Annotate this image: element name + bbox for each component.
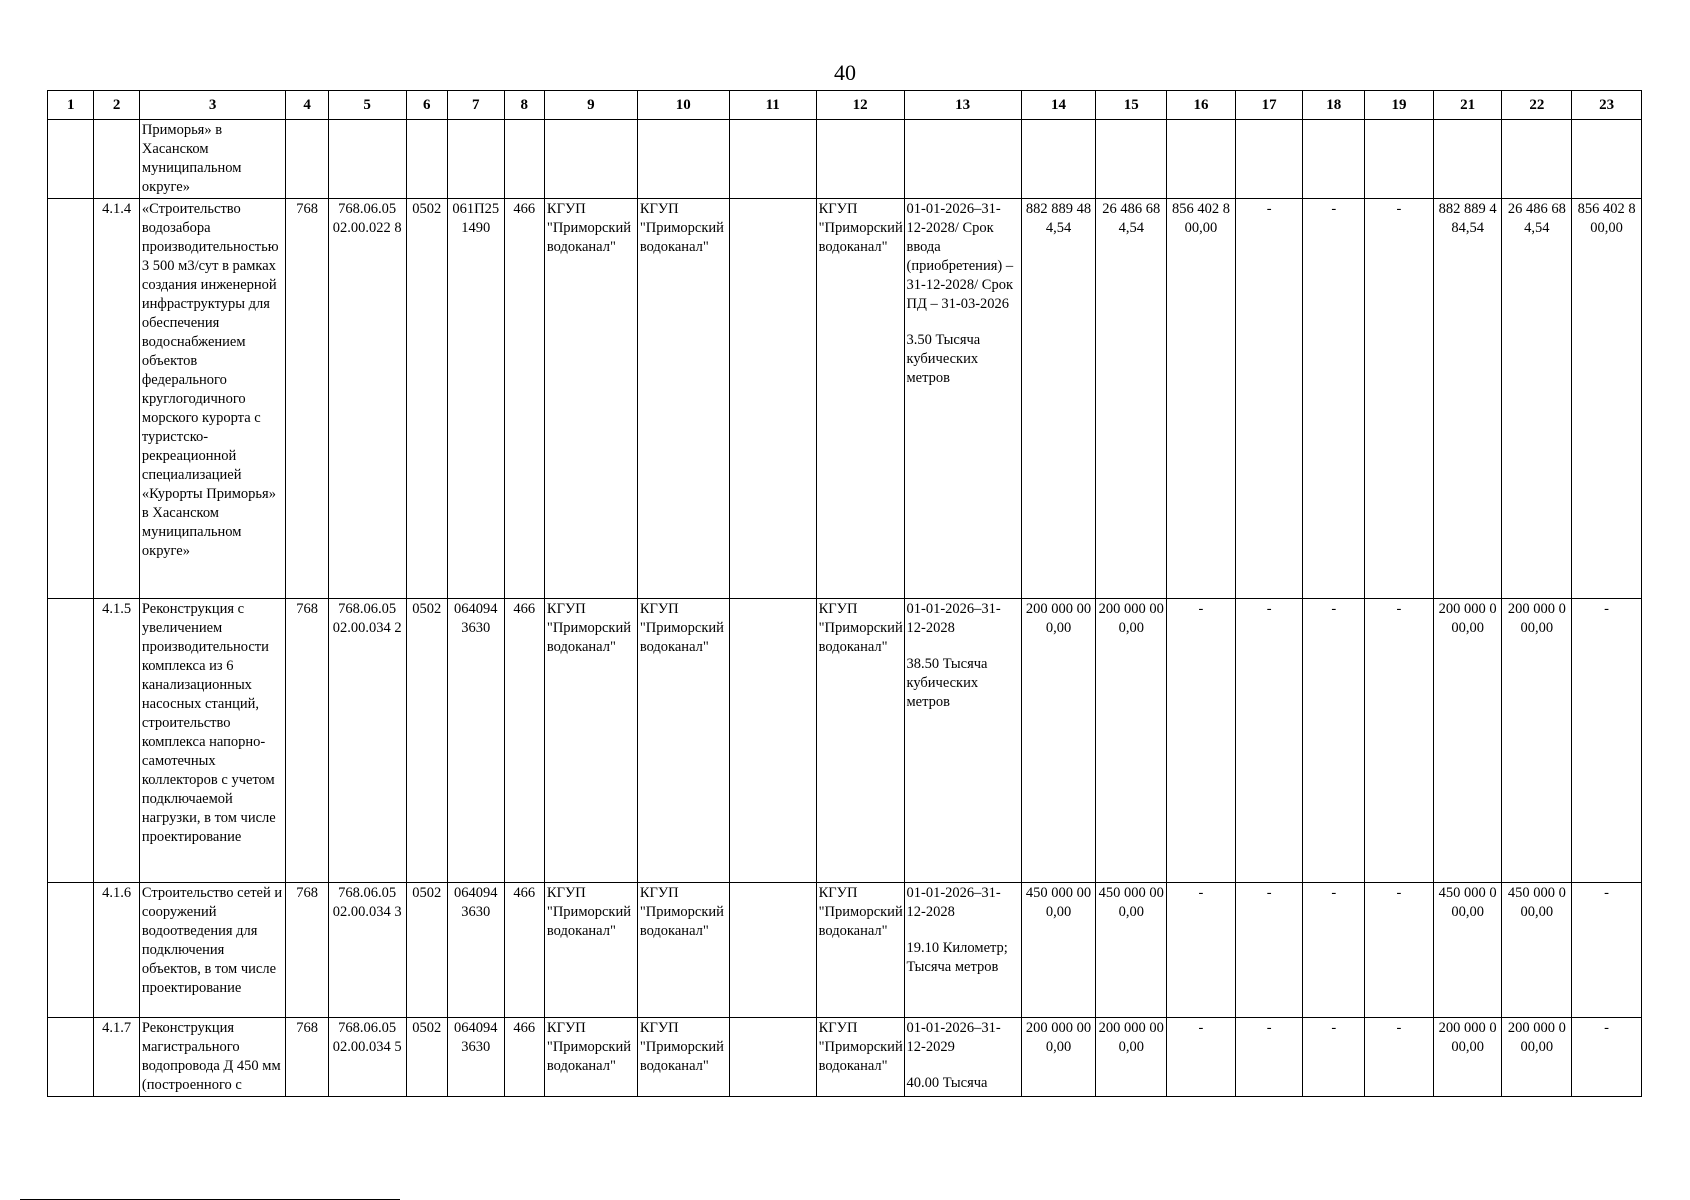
capacity-text: 19.10 Километр; Тысяча метров <box>906 940 1008 975</box>
cell-c23: - <box>1572 1018 1642 1097</box>
cell-total: 200 000 000,00 <box>1021 1018 1096 1097</box>
cell-empty <box>1433 120 1502 199</box>
deadline-text: 01-01-2026–31-12-2028 <box>906 601 1001 636</box>
cell-customer: КГУП "Приморский водоканал" <box>544 883 637 1018</box>
continuation-row <box>48 120 1642 199</box>
cell-empty <box>1021 120 1096 199</box>
cell-total: 200 000 000,00 <box>1021 599 1096 883</box>
cell-c21: 200 000 000,00 <box>1433 599 1502 883</box>
column-header-1: 1 <box>48 91 94 120</box>
column-header-10: 10 <box>637 91 729 120</box>
cell-c21: 450 000 000,00 <box>1433 883 1502 1018</box>
column-header-11: 11 <box>729 91 816 120</box>
cell-developer: КГУП "Приморский водоканал" <box>637 1018 729 1097</box>
cell-c22: 450 000 000,00 <box>1502 883 1572 1018</box>
cell-deadlines <box>904 1018 1021 1097</box>
cell-deadlines <box>904 199 1021 599</box>
cell-c17: - <box>1235 199 1303 599</box>
cell-customer: КГУП "Приморский водоканал" <box>544 199 637 599</box>
cell-c16: - <box>1167 1018 1236 1097</box>
cell-c23: - <box>1572 599 1642 883</box>
cell-developer: КГУП "Приморский водоканал" <box>637 883 729 1018</box>
cell-c22: 26 486 684,54 <box>1502 199 1572 599</box>
cell-empty <box>1096 120 1167 199</box>
row-number: 4.1.6 <box>94 883 139 1018</box>
cell-c19: - <box>1365 1018 1434 1097</box>
cell-c21: 882 889 484,54 <box>1433 199 1502 599</box>
cell-target-article: 064094 3630 <box>447 599 504 883</box>
cell-c18: - <box>1303 883 1365 1018</box>
column-header-5: 5 <box>328 91 406 120</box>
cell-empty <box>447 120 504 199</box>
cell-empty <box>1365 120 1434 199</box>
capacity-text: 38.50 Тысяча кубических метров <box>906 656 988 710</box>
cell-c4: 768 <box>286 199 328 599</box>
cell-recipient: КГУП "Приморский водоканал" <box>816 599 904 883</box>
object-name: Реконструкция магистрального водопровода Д 450 мм (построенного с <box>139 1018 285 1097</box>
cell-target-article: 064094 3630 <box>447 883 504 1018</box>
cell-c4: 768 <box>286 1018 328 1097</box>
deadline-text: 01-01-2026–31-12-2028 <box>906 885 1001 920</box>
cell-c16: 856 402 800,00 <box>1167 199 1236 599</box>
column-header-14: 14 <box>1021 91 1096 120</box>
cell-c4: 768 <box>286 599 328 883</box>
column-header-23: 23 <box>1572 91 1642 120</box>
cell-deadlines <box>904 883 1021 1018</box>
cell-c2 <box>94 120 139 199</box>
object-name: «Строительство водозабора производительностью 3 500 м3/сут в рамках создания инженерной инфраструктуры для обеспечения водоснабжением объектов федерального круглогодичного морского курорта с туристско-рекреационной специализацией «Курорты Приморья» в Хасанском муниципальном округе» <box>139 199 285 599</box>
cell-c1 <box>48 883 94 1018</box>
cell-customer: КГУП "Приморский водоканал" <box>544 599 637 883</box>
table-row <box>48 199 1642 599</box>
deadline-text: 01-01-2026–31-12-2028/ Срок ввода (приобретения) – 31-12-2028/ Срок ПД – 31-03-2026 <box>906 201 1014 312</box>
column-header-12: 12 <box>816 91 904 120</box>
cell-empty <box>729 120 816 199</box>
column-header-4: 4 <box>286 91 328 120</box>
row-number: 4.1.5 <box>94 599 139 883</box>
cell-empty <box>286 120 328 199</box>
cell-empty <box>1572 120 1642 199</box>
cell-c19: - <box>1365 199 1434 599</box>
cell-expense-type: 466 <box>504 199 544 599</box>
cell-c16: - <box>1167 599 1236 883</box>
cell-deadlines <box>904 599 1021 883</box>
cell-c15: 450 000 000,00 <box>1096 883 1167 1018</box>
cell-c21: 200 000 000,00 <box>1433 1018 1502 1097</box>
cell-empty <box>637 120 729 199</box>
table-row <box>48 599 1642 883</box>
table-row <box>48 883 1642 1018</box>
cell-customer: КГУП "Приморский водоканал" <box>544 1018 637 1097</box>
cell-developer: КГУП "Приморский водоканал" <box>637 599 729 883</box>
column-header-13: 13 <box>904 91 1021 120</box>
cell-recipient: КГУП "Приморский водоканал" <box>816 1018 904 1097</box>
cell-section: 0502 <box>406 1018 447 1097</box>
cell-c15: 200 000 000,00 <box>1096 1018 1167 1097</box>
cell-total: 450 000 000,00 <box>1021 883 1096 1018</box>
column-header-16: 16 <box>1167 91 1236 120</box>
deadline-text: 01-01-2026–31-12-2029 <box>906 1020 1001 1055</box>
cell-section: 0502 <box>406 883 447 1018</box>
cell-c17: - <box>1235 1018 1303 1097</box>
cell-c11 <box>729 599 816 883</box>
cell-c15: 26 486 684,54 <box>1096 199 1167 599</box>
cell-expense-type: 466 <box>504 1018 544 1097</box>
cell-c23: - <box>1572 883 1642 1018</box>
column-header-18: 18 <box>1303 91 1365 120</box>
cell-c18: - <box>1303 199 1365 599</box>
cell-c11 <box>729 199 816 599</box>
cell-recipient: КГУП "Приморский водоканал" <box>816 883 904 1018</box>
cell-c18: - <box>1303 1018 1365 1097</box>
column-header-2: 2 <box>94 91 139 120</box>
cell-c17: - <box>1235 883 1303 1018</box>
cell-c23: 856 402 800,00 <box>1572 199 1642 599</box>
cell-empty <box>1303 120 1365 199</box>
row-number: 4.1.7 <box>94 1018 139 1097</box>
cell-empty <box>816 120 904 199</box>
column-header-7: 7 <box>447 91 504 120</box>
column-header-8: 8 <box>504 91 544 120</box>
cell-c17: - <box>1235 599 1303 883</box>
cell-empty <box>1235 120 1303 199</box>
cell-c1 <box>48 120 94 199</box>
cell-empty <box>1502 120 1572 199</box>
cell-section: 0502 <box>406 199 447 599</box>
cell-c18: - <box>1303 599 1365 883</box>
column-header-21: 21 <box>1433 91 1502 120</box>
cell-target-article: 061П25 1490 <box>447 199 504 599</box>
capacity-text: 3.50 Тысяча кубических метров <box>906 332 981 386</box>
cell-c22: 200 000 000,00 <box>1502 599 1572 883</box>
cell-c11 <box>729 1018 816 1097</box>
cell-code: 768.06.05 02.00.034 5 <box>328 1018 406 1097</box>
column-header-3: 3 <box>139 91 285 120</box>
column-header-15: 15 <box>1096 91 1167 120</box>
cell-c19: - <box>1365 883 1434 1018</box>
cell-empty <box>406 120 447 199</box>
column-header-9: 9 <box>544 91 637 120</box>
cell-name: Приморья» в Хасанском муниципальном округе» <box>139 120 285 199</box>
cell-c1 <box>48 1018 94 1097</box>
table-row <box>48 1018 1642 1097</box>
object-name: Реконструкция с увеличением производительности комплекса из 6 канализационных насосных станций, строительство комплекса напорно-самотечных коллекторов с учетом подключаемой нагрузки, в том числе проектирование <box>139 599 285 883</box>
cell-code: 768.06.05 02.00.034 3 <box>328 883 406 1018</box>
cell-c1 <box>48 199 94 599</box>
cell-c22: 200 000 000,00 <box>1502 1018 1572 1097</box>
cell-c11 <box>729 883 816 1018</box>
column-header-17: 17 <box>1235 91 1303 120</box>
cell-expense-type: 466 <box>504 599 544 883</box>
cell-c19: - <box>1365 599 1434 883</box>
cell-code: 768.06.05 02.00.034 2 <box>328 599 406 883</box>
cell-c4: 768 <box>286 883 328 1018</box>
cell-empty <box>328 120 406 199</box>
cell-developer: КГУП "Приморский водоканал" <box>637 199 729 599</box>
cell-empty <box>504 120 544 199</box>
cell-recipient: КГУП "Приморский водоканал" <box>816 199 904 599</box>
cell-empty <box>1167 120 1236 199</box>
cell-target-article: 064094 3630 <box>447 1018 504 1097</box>
column-header-6: 6 <box>406 91 447 120</box>
program-table <box>47 90 1642 1097</box>
cell-empty <box>904 120 1021 199</box>
row-number: 4.1.4 <box>94 199 139 599</box>
cell-expense-type: 466 <box>504 883 544 1018</box>
cell-c15: 200 000 000,00 <box>1096 599 1167 883</box>
cell-section: 0502 <box>406 599 447 883</box>
header-row <box>48 91 1642 120</box>
capacity-text: 40.00 Тысяча <box>906 1075 988 1091</box>
page-number: 40 <box>834 60 856 85</box>
column-header-22: 22 <box>1502 91 1572 120</box>
cell-code: 768.06.05 02.00.022 8 <box>328 199 406 599</box>
cell-total: 882 889 484,54 <box>1021 199 1096 599</box>
cell-c1 <box>48 599 94 883</box>
column-header-19: 19 <box>1365 91 1434 120</box>
object-name: Строительство сетей и сооружений водоотведения для подключения объектов, в том числе проектирование <box>139 883 285 1018</box>
cell-empty <box>544 120 637 199</box>
cell-c16: - <box>1167 883 1236 1018</box>
